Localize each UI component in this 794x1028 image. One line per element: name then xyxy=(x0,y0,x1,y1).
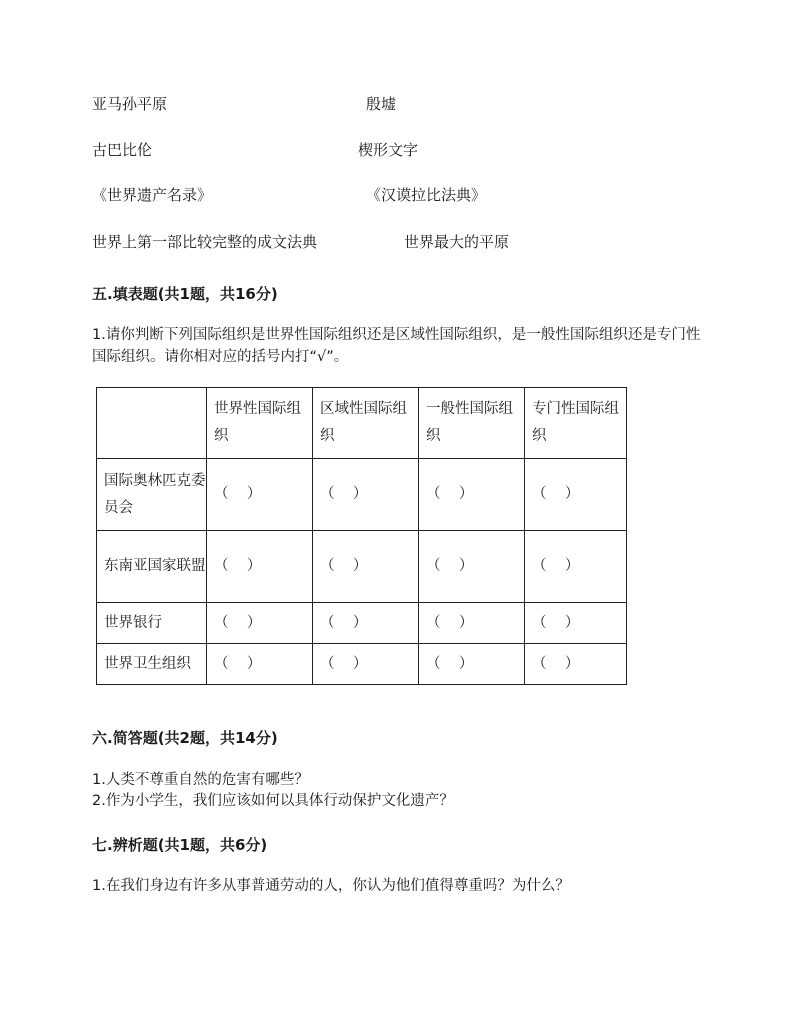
answer-blank[interactable]: （ ） xyxy=(313,603,419,644)
match-left-4: 世界上第一部比较完整的成文法典 xyxy=(92,233,318,251)
table-header-row xyxy=(97,388,627,459)
answer-blank[interactable]: （ ） xyxy=(313,459,419,531)
section-5-title: 五.填表题(共1题，共16分) xyxy=(92,285,278,303)
answer-blank[interactable]: （ ） xyxy=(419,459,525,531)
answer-blank[interactable]: （ ） xyxy=(207,603,313,644)
table-header-cell: 一般性国际组织 xyxy=(419,388,525,459)
answer-blank[interactable]: （ ） xyxy=(419,644,525,685)
match-left-2: 古巴比伦 xyxy=(92,141,153,159)
match-right-2: 楔形文字 xyxy=(358,141,419,159)
organization-name: 世界卫生组织 xyxy=(97,644,207,685)
table-row xyxy=(97,644,627,685)
section-6-question-2: 2.作为小学生，我们应该如何以具体行动保护文化遗产？ xyxy=(92,793,454,809)
answer-blank[interactable]: （ ） xyxy=(525,459,627,531)
answer-blank[interactable]: （ ） xyxy=(419,603,525,644)
table-header-cell: 世界性国际组织 xyxy=(207,388,313,459)
answer-blank[interactable]: （ ） xyxy=(313,644,419,685)
match-right-1: 殷墟 xyxy=(366,95,397,113)
match-right-3: 《汉谟拉比法典》 xyxy=(366,186,487,204)
section-5-question: 1.请你判断下列国际组织是世界性国际组织还是区域性国际组织，是一般性国际组织还是专门性国际组织。请你相对应的括号内打“√”。 xyxy=(92,327,701,365)
organization-name: 世界银行 xyxy=(97,603,207,644)
match-right-4: 世界最大的平原 xyxy=(404,233,510,251)
answer-blank[interactable]: （ ） xyxy=(525,644,627,685)
table-row xyxy=(97,531,627,603)
answer-blank[interactable]: （ ） xyxy=(525,531,627,603)
section-6-title: 六.简答题(共2题，共14分) xyxy=(92,729,278,747)
table-row xyxy=(97,459,627,531)
match-left-3: 《世界遗产名录》 xyxy=(92,186,213,204)
match-left-1: 亚马孙平原 xyxy=(92,95,168,113)
organization-name: 东南亚国家联盟 xyxy=(97,531,207,603)
answer-blank[interactable]: （ ） xyxy=(419,531,525,603)
table-header-cell: 专门性国际组织 xyxy=(525,388,627,459)
answer-blank[interactable]: （ ） xyxy=(207,459,313,531)
answer-blank[interactable]: （ ） xyxy=(207,644,313,685)
section-7-title: 七.辨析题(共1题，共6分) xyxy=(92,836,268,854)
answer-blank[interactable]: （ ） xyxy=(525,603,627,644)
section-6-question-1: 1.人类不尊重自然的危害有哪些？ xyxy=(92,772,309,788)
organization-name: 国际奥林匹克委员会 xyxy=(97,459,207,531)
organization-table xyxy=(96,387,627,685)
table-row xyxy=(97,603,627,644)
section-7-question-1: 1.在我们身边有许多从事普通劳动的人，你认为他们值得尊重吗？为什么？ xyxy=(92,878,570,894)
table-header-cell xyxy=(97,388,207,459)
answer-blank[interactable]: （ ） xyxy=(207,531,313,603)
table-header-cell: 区域性国际组织 xyxy=(313,388,419,459)
answer-blank[interactable]: （ ） xyxy=(313,531,419,603)
